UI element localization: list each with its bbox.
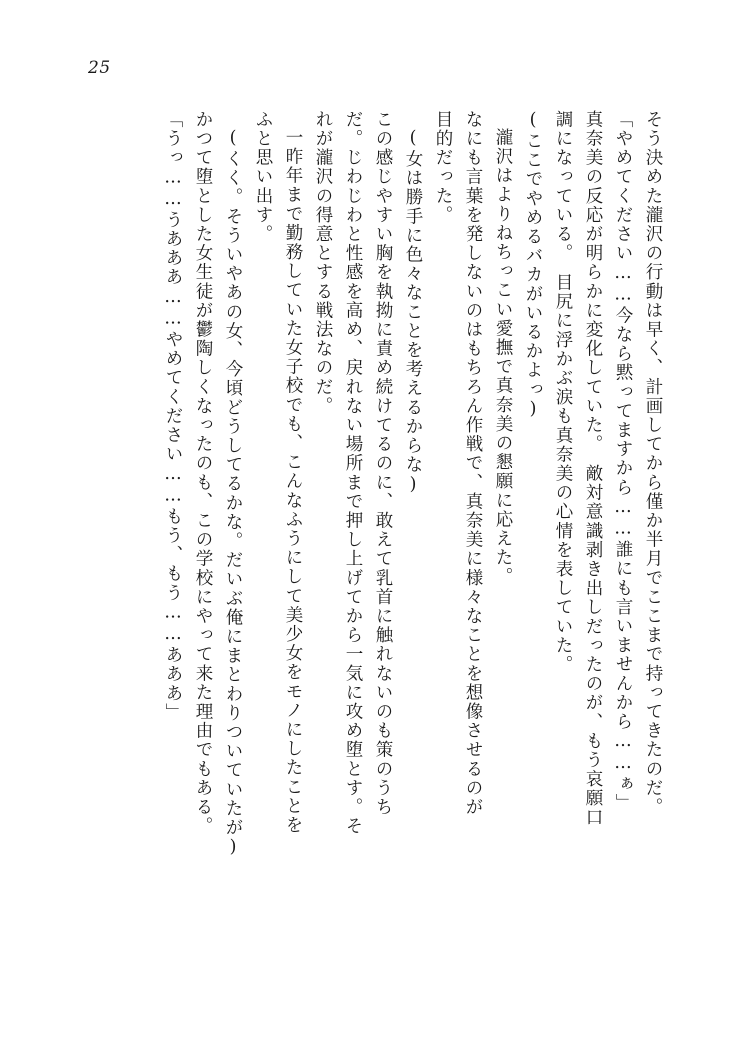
text-line: 目的だった。	[433, 110, 453, 225]
text-line: 「やめてください……今なら黙ってますから……誰にも言いませんから……ぁ」	[613, 110, 633, 813]
text-line: 「うっ……うあああ……やめてください……もう、もう……あああ」	[163, 110, 183, 723]
text-line: そう決めた瀧沢の行動は早く、計画してから僅か半月でここまで持ってきたのだ。	[643, 110, 663, 817]
text-line: ふと思い出す。	[253, 110, 273, 244]
text-line: かつて堕とした女生徒が鬱陶しくなったのも、この学校にやって来た理由でもある。	[193, 110, 213, 836]
text-line: 真奈美の反応が明らかに変化していた。 敵対意識剥き出しだったのが、もう哀願口	[583, 110, 603, 828]
text-line: だ。じわじわと性感を高め、戻れない場所まで押し上げてから一気に攻め堕とす。そ	[343, 110, 363, 836]
text-line: れが瀧沢の得意とする戦法なのだ。	[313, 110, 333, 416]
text-line: この感じやすい胸を執拗に責め続けてるのに、敢えて乳首に触れないのも策のうち	[373, 110, 393, 817]
text-line: なにも言葉を発しないのはもちろん作戦で、真奈美に様々なことを想像させるのが	[463, 110, 483, 817]
page-number: 25	[88, 58, 111, 78]
text-line: (女は勝手に色々なことを考えるからな)	[403, 128, 423, 496]
text-line: 調になっている。 目尻に浮かぶ涙も真奈美の心情を表していた。	[553, 110, 573, 675]
text-line: 一昨年まで勤務していた女子校でも、こんなふうにして美少女をモノにしたことを	[283, 128, 303, 835]
body-text	[54, 110, 668, 960]
text-line: (ここでやめるバカがいるかよっ)	[523, 110, 543, 421]
text-line: (くく。そういやあの女、今頃どうしてるかな。だいぶ俺にまとわりついていたが)	[223, 128, 243, 859]
text-line: 瀧沢はよりねちっこい愛撫で真奈美の懇願に応えた。	[493, 128, 513, 587]
